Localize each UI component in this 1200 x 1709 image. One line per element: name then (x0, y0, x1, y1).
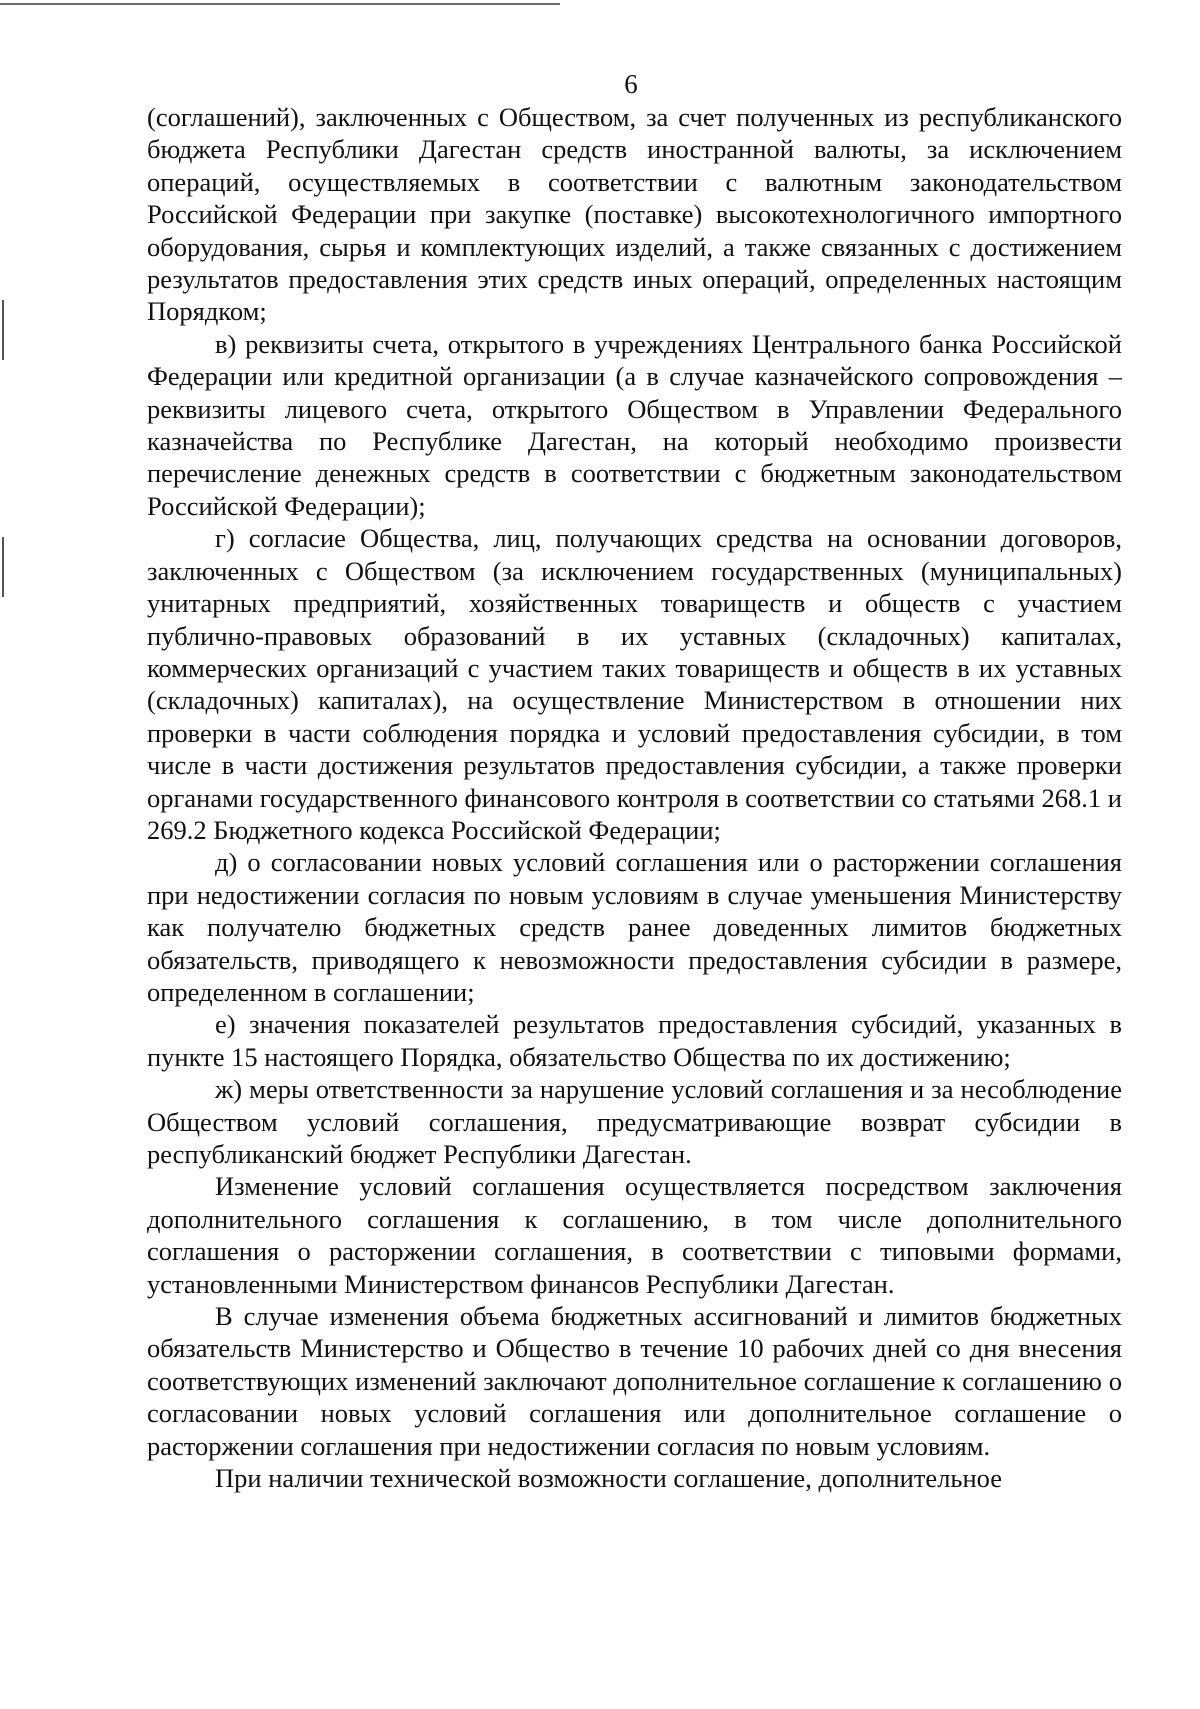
paragraph-item-e: е) значения показателей результатов предоставления субсидий, указанных в пункте 15 настоящего Порядка, обязательство Общества по их достижению; (147, 1009, 1122, 1072)
paragraph-amendment: Изменение условий соглашения осуществляется посредством заключения дополнительного соглашения к соглашению, в том числе дополнительного соглашения о расторжении соглашения, в соответствии с типовыми формами, установленными Министерством финансов Республики Дагестан. (147, 1171, 1122, 1299)
paragraph-continuation: (соглашений), заключенных с Обществом, за счет полученных из республиканского бюджета Республики Дагестан средств иностранной валюты, за исключением операций, осуществляемых в соответствии с валютным законодательством Российской Федерации при закупке (поставке) высокотехнологичного импортного оборудования, сырья и комплектующих изделий, а также связанных с достижением результатов предоставления этих средств иных операций, определенных настоящим Порядком; (147, 102, 1122, 327)
document-body (147, 101, 1122, 1494)
paragraph-item-v: в) реквизиты счета, открытого в учреждениях Центрального банка Российской Федерации или кредитной организации (а в случае казначейского сопровождения – реквизиты лицевого счета, открытого Обществом в Управлении Федерального казначейства по Республике Дагестан, на который необходимо произвести перечисление денежных средств в соответствии с бюджетным законодательством Российской Федерации); (147, 328, 1122, 521)
scan-border-line (0, 3, 560, 5)
page-number: 6 (624, 69, 638, 99)
scan-edge-mark (2, 300, 4, 360)
scan-edge-mark (2, 537, 4, 597)
paragraph-item-g: г) согласие Общества, лиц, получающих средства на основании договоров, заключенных с Обществом (за исключением государственных (муниципальных) унитарных предприятий, хозяйственных товариществ и обществ с участием публично-правовых образований в их уставных (складочных) капиталах, коммерческих организаций с участием таких товариществ и обществ в их уставных (складочных) капиталах), на осуществление Министерством в отношении них проверки в части соблюдения порядка и условий предоставления субсидии, в том числе в части достижения результатов предоставления субсидии, а также проверки органами государственного финансового контроля в соответствии со статьями 268.1 и 269.2 Бюджетного кодекса Российской Федерации; (147, 523, 1122, 845)
paragraph-budget-change: В случае изменения объема бюджетных ассигнований и лимитов бюджетных обязательств Министерство и Общество в течение 10 рабочих дней со дня внесения соответствующих изменений заключают дополнительное соглашение к соглашению о согласовании новых условий соглашения или дополнительное соглашение о расторжении соглашения при недостижении согласия по новым условиям. (147, 1301, 1122, 1461)
paragraph-technical: При наличии технической возможности соглашение, дополнительное (215, 1463, 1003, 1494)
paragraph-item-zh: ж) меры ответственности за нарушение условий соглашения и за несоблюдение Обществом условий соглашения, предусматривающие возврат субсидии в республиканский бюджет Республики Дагестан. (147, 1074, 1122, 1169)
paragraph-item-d: д) о согласовании новых условий соглашения или о расторжении соглашения при недостижении согласия по новым условиям в случае уменьшения Министерству как получателю бюджетных средств ранее доведенных лимитов бюджетных обязательств, приводящего к невозможности предоставления субсидии в размере, определенном в соглашении; (147, 847, 1122, 1007)
